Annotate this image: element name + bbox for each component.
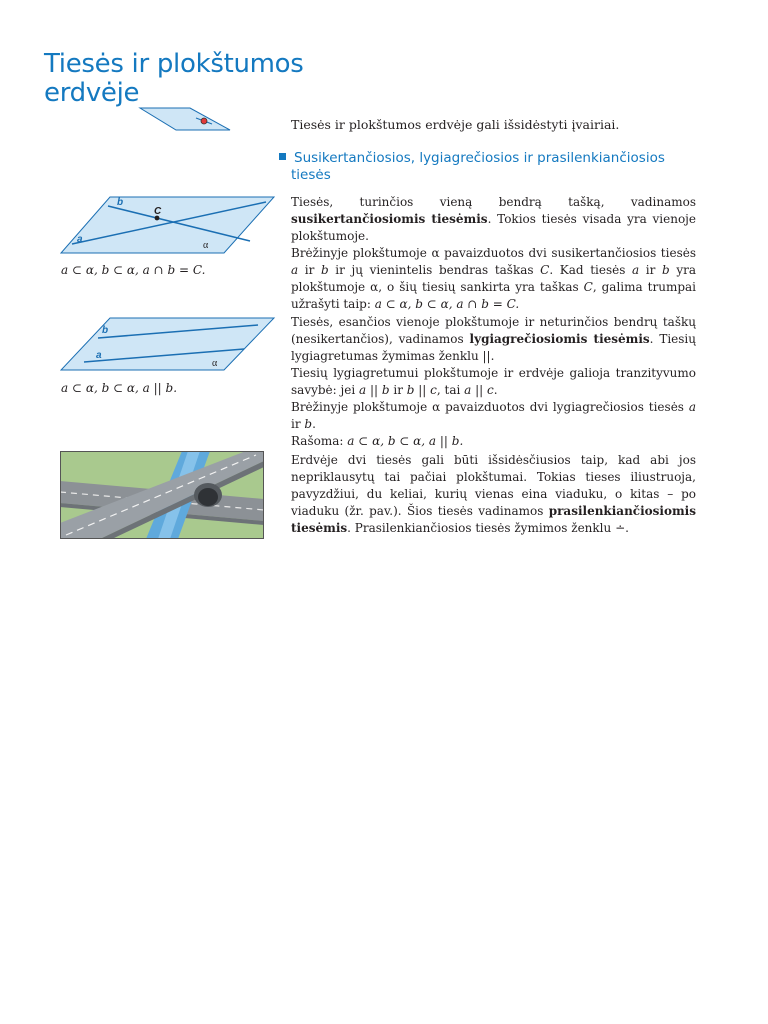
intro-text: Tiesės ir plokštumos erdvėje gali išsidėstyti įvairiai. <box>291 117 620 132</box>
label-alpha: α <box>203 240 209 251</box>
plane-alpha <box>61 197 274 253</box>
intersecting-lines-figure <box>60 194 276 256</box>
viaduct-roads-illustration <box>60 451 264 539</box>
page-title-line-2: erdvėje <box>44 78 140 108</box>
intersecting-paragraph: Tiesės, turinčios vieną bendrą tašką, vadinamos susikertančiosiomis tiesėmis. Tokios tiesės visada yra vienoje plokštumoje. Brėžinyje plokštumoje α pavaizduotos dvi susikertančiosios tiesės a ir b ir jų vienintelis bendras taškas C. Kad tiesės a ir b yra plokštumoje α, o šių tiesių sankirta yra taškas C, galima trumpai užrašyti taip: a ⊂ α, b ⊂ α, a ∩ b = C. <box>291 195 696 311</box>
section-heading-line-1: Susikertančiosios, lygiagrečiosios ir prasilenkiančiosios <box>294 150 665 166</box>
page-title-line-1: Tiesės ir plokštumos <box>44 49 304 79</box>
plane-sketch-figure <box>138 106 234 132</box>
label-c: C <box>154 206 162 217</box>
section-heading <box>279 150 699 184</box>
label-a: a <box>96 350 102 361</box>
label-alpha: α <box>212 358 218 369</box>
label-b: b <box>102 325 109 336</box>
intersecting-caption: a ⊂ α, b ⊂ α, a ∩ b = C. <box>61 263 206 277</box>
parallel-lines-figure <box>60 316 276 372</box>
term-intersecting: susikertančiosiomis tiesėmis <box>291 212 488 226</box>
parallel-caption: a ⊂ α, b ⊂ α, a || b. <box>61 381 178 395</box>
label-a: a <box>77 234 83 245</box>
term-skew: prasilenkiančiosiomis tiesėmis <box>291 504 696 535</box>
skew-paragraph: Erdvėje dvi tiesės gali būti išsidėsčiusios taip, kad abi jos nepriklausytų tai pačiai plokštumai. Tokias tieses iliustruoja, pavyzdžiui, du keliai, kurių vienas eina viaduku, o kitas – po viaduku (žr. pav.). Šios tiesės vadinamos prasilenkiančiosiomis tiesėmis. Prasilenkiančiosios tiesės žymimos ženklu ∸. <box>291 453 696 535</box>
page-title <box>44 50 304 108</box>
term-parallel: lygiagrečiosiomis tiesėmis <box>469 332 650 346</box>
parallel-paragraph: Tiesės, esančios vienoje plokštumoje ir neturinčios bendrų taškų (nesikertančios), vadinamos lygiagrečiosiomis tiesėmis. Tiesių lygiagretumas žymimas ženklu ||. Tiesių lygiagretumui plokštumoje ir erdvėje galioja tranzityvumo savybė: jei a || b ir b || c, tai a || c. Brėžinyje plokštumoje α pavaizduotos dvi lygiagrečiosios tiesės a ir b. Rašoma: a ⊂ α, b ⊂ α, a || b. <box>291 315 696 448</box>
bullet-square-icon <box>279 153 286 160</box>
section-heading-line-2: tiesės <box>291 167 331 183</box>
skew-symbol: ∸ <box>615 521 626 535</box>
label-b: b <box>117 197 124 208</box>
